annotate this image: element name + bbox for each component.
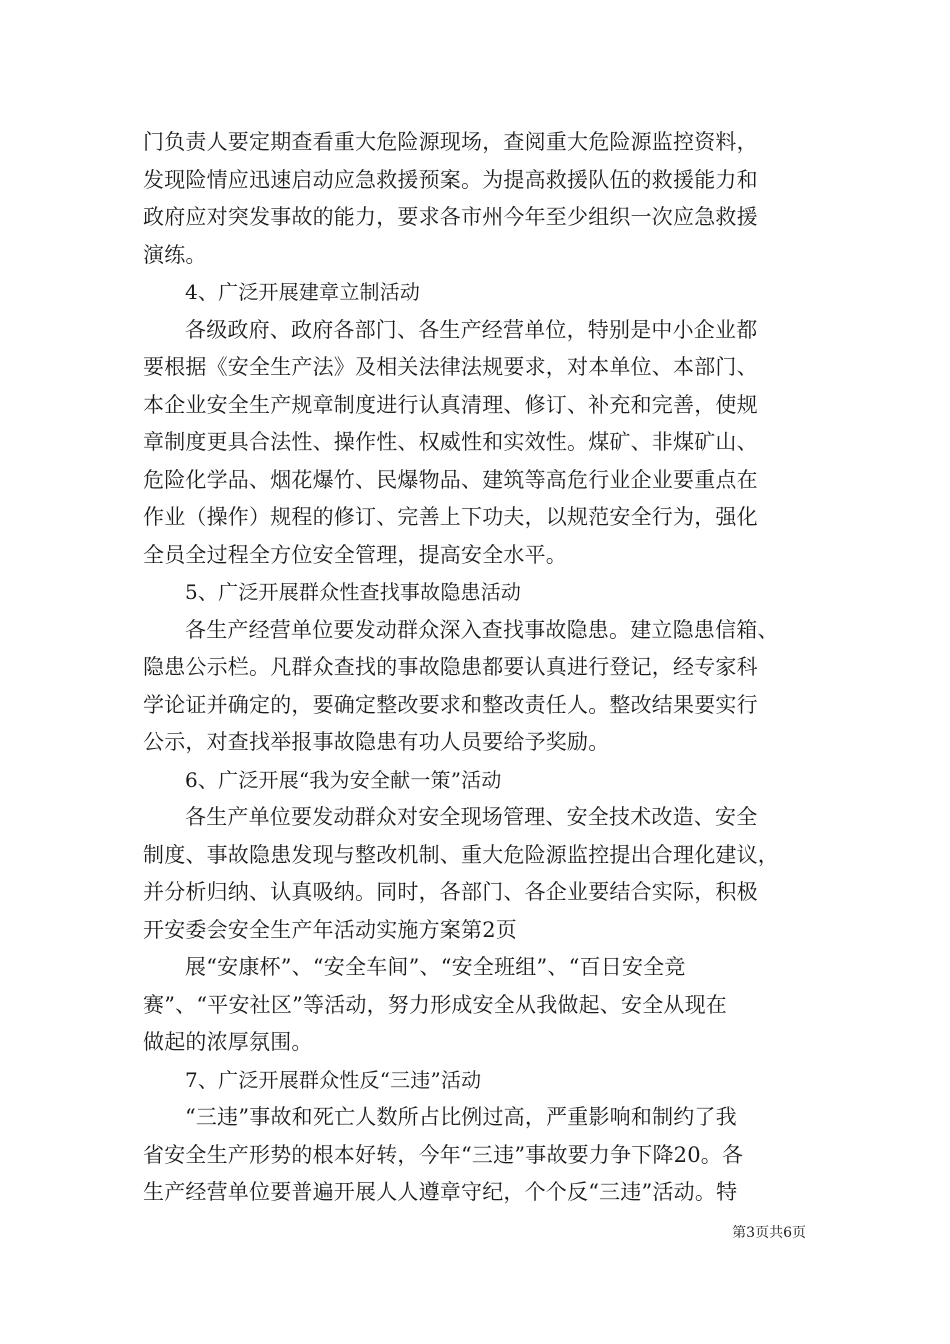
text-line: 危险化学品、烟花爆竹、民爆物品、建筑等高危行业企业要重点在 xyxy=(143,467,758,492)
text-line: 演练。 xyxy=(143,242,207,267)
section-heading: 4、广泛开展建章立制活动 xyxy=(185,280,421,304)
text-line: 要根据《安全生产法》及相关法律法规要求，对本单位、本部门、 xyxy=(143,355,758,379)
text-line: 政府应对突发事故的能力，要求各市州今年至少组织一次应急救援 xyxy=(143,205,758,229)
text-line: 赛”、“平安社区”等活动，努力形成安全从我做起、安全从现在 xyxy=(143,992,728,1017)
text-line: 发现险情应迅速启动应急救援预案。为提高救援队伍的救援能力和 xyxy=(143,167,758,192)
text-line: 本企业安全生产规章制度进行认真清理、修订、补充和完善，使规 xyxy=(143,392,758,417)
text-line: 各级政府、政府各部门、各生产经营单位，特别是中小企业都 xyxy=(185,317,758,342)
text-line: 并分析归纳、认真吸纳。同时，各部门、各企业要结合实际，积极 xyxy=(143,880,758,904)
text-line: 章制度更具合法性、操作性、权威性和实效性。煤矿、非煤矿山、 xyxy=(143,430,758,454)
text-line: 开安委会安全生产年活动实施方案第2页 xyxy=(143,917,517,942)
text-line: 省安全生产形势的根本好转，今年“三违”事故要力争下降20。各 xyxy=(143,1142,744,1167)
text-line: 门负责人要定期查看重大危险源现场，查阅重大危险源监控资料， xyxy=(143,130,758,154)
section-heading: 7、广泛开展群众性反“三违”活动 xyxy=(185,1067,482,1092)
text-line: 各生产单位要发动群众对安全现场管理、安全技术改造、安全 xyxy=(185,805,758,829)
document-body xyxy=(143,124,808,1212)
page-footer: 第3页共6页 xyxy=(732,1225,806,1241)
text-line: 制度、事故隐患发现与整改机制、重大危险源监控提出合理化建议， xyxy=(143,842,779,867)
text-line: 展“安康杯”、“安全车间”、“安全班组”、“百日安全竞 xyxy=(185,955,686,979)
text-line: 做起的浓厚氛围。 xyxy=(143,1030,313,1054)
text-line: 作业（操作）规程的修订、完善上下功夫，以规范安全行为，强化 xyxy=(143,505,758,529)
text-line: 隐患公示栏。凡群众查找的事故隐患都要认真进行登记，经专家科 xyxy=(143,655,758,679)
text-line: “三违”事故和死亡人数所占比例过高，严重影响和制约了我 xyxy=(185,1105,737,1129)
text-line: 公示，对查找举报事故隐患有功人员要给予奖励。 xyxy=(143,730,610,754)
text-line: 生产经营单位要普遍开展人人遵章守纪，个个反“三违”活动。特 xyxy=(143,1180,738,1204)
text-line: 各生产经营单位要发动群众深入查找事故隐患。建立隐患信箱、 xyxy=(185,617,779,642)
section-heading: 6、广泛开展“我为安全献一策”活动 xyxy=(185,767,502,792)
section-heading: 5、广泛开展群众性查找事故隐患活动 xyxy=(185,580,522,604)
text-line: 学论证并确定的，要确定整改要求和整改责任人。整改结果要实行 xyxy=(143,692,758,717)
text-line: 全员全过程全方位安全管理，提高安全水平。 xyxy=(143,542,567,567)
